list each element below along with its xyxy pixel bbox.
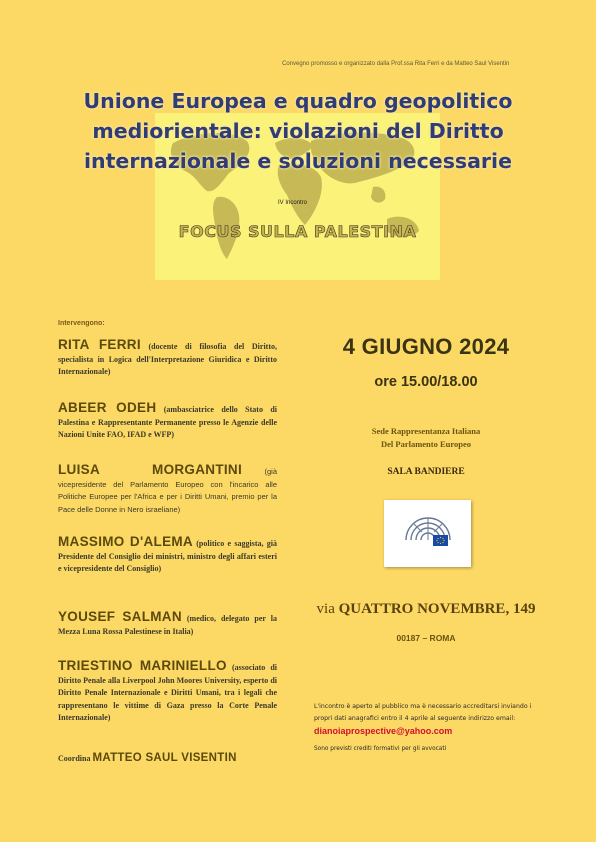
speaker-description: (medico, delegato per la Mezza Luna Rossa Palestinese in Italia): [58, 614, 277, 636]
meeting-number: IV Incontro: [278, 200, 308, 206]
promoter-note: Convegno promosso e organizzato dalla Prof.ssa Rita Ferri e da Matteo Saul Visentin: [282, 61, 510, 67]
speakers-label: Intervengono:: [58, 320, 105, 327]
venue: [300, 425, 552, 451]
speaker-name: LUISA MORGANTINI: [58, 462, 243, 477]
credits-note: Sono previsti crediti formativi per gli avvocati: [314, 746, 447, 752]
speaker-triestino-mariniello: [58, 660, 277, 725]
speaker-yousef-salman: [58, 611, 277, 638]
postal-code-city: 00187 – ROMA: [396, 633, 456, 643]
speaker-luisa-morgantini: [58, 464, 277, 516]
room-name: SALA BANDIERE: [387, 467, 465, 477]
event-date: 4 GIUGNO 2024: [342, 334, 510, 359]
speaker-name: YOUSEF SALMAN: [58, 609, 182, 624]
address-street: QUATTRO NOVEMBRE, 149: [338, 601, 536, 617]
speaker-name: TRIESTINO MARINIELLO: [58, 658, 227, 673]
speaker-description: (ambasciatrice dello Stato di Palestina e Rappresentante Permanente presso le Agenzie delle Nazioni Unite FAO, IFAD e WFP): [58, 405, 277, 439]
focus-subtitle: FOCUS SULLA PALESTINA: [178, 222, 417, 241]
registration-info: [314, 701, 544, 739]
speaker-description: (docente di filosofia del Diritto, specialista in Logica dell'Interpretazione Giuridica e Diritto Internazionale): [58, 342, 278, 376]
speaker-massimo-dalema: [58, 536, 277, 576]
venue-line-1: Sede Rappresentanza Italiana: [371, 426, 481, 436]
speaker-description: (politico e saggista, già Presidente del Consiglio dei ministri, ministro degli affari esteri e vicepresidente del Consiglio): [58, 539, 277, 573]
coordinator: [58, 752, 237, 764]
speaker-rita-ferri: [58, 339, 277, 379]
event-title: Unione Europea e quadro geopolitico mediorientale: violazioni del Diritto internazionale e soluzioni necessarie: [83, 89, 513, 173]
coordinator-name: MATTEO SAUL VISENTIN: [92, 752, 237, 764]
address-prefix: via: [316, 601, 335, 617]
european-parliament-logo: [384, 500, 471, 567]
event-address: [300, 601, 552, 618]
coordinator-label: Coordina: [58, 754, 91, 763]
registration-email-link[interactable]: dianoiaprospective@yahoo.com: [314, 726, 453, 736]
speaker-name: MASSIMO D'ALEMA: [58, 534, 193, 549]
speaker-name: ABEER ODEH: [58, 400, 157, 415]
event-time: ore 15.00/18.00: [374, 374, 478, 390]
venue-line-2: Del Parlamento Europeo: [380, 439, 472, 449]
speaker-description: (già vicepresidente del Parlamento Europeo con l'incarico alle Politiche Europee per l'Africa e per i Diritti Umani, premio per la Pace delle Donne in Nero israeliane): [58, 467, 277, 514]
speaker-description: (associato di Diritto Penale alla Liverpool John Moores University, esperto di Diritto Penale Internazionale e Diritti Umani, tra i legali che rappresentano le vittime di Gaza presso la Corte Penale Internazionale): [58, 663, 278, 722]
speaker-name: RITA FERRI: [58, 337, 141, 352]
registration-text: L'incontro è aperto al pubblico ma è necessario accreditarsi inviando i propri dati anagrafici entro il 4 aprile al seguente indirizzo email:: [314, 703, 532, 722]
speaker-abeer-odeh: [58, 402, 277, 442]
